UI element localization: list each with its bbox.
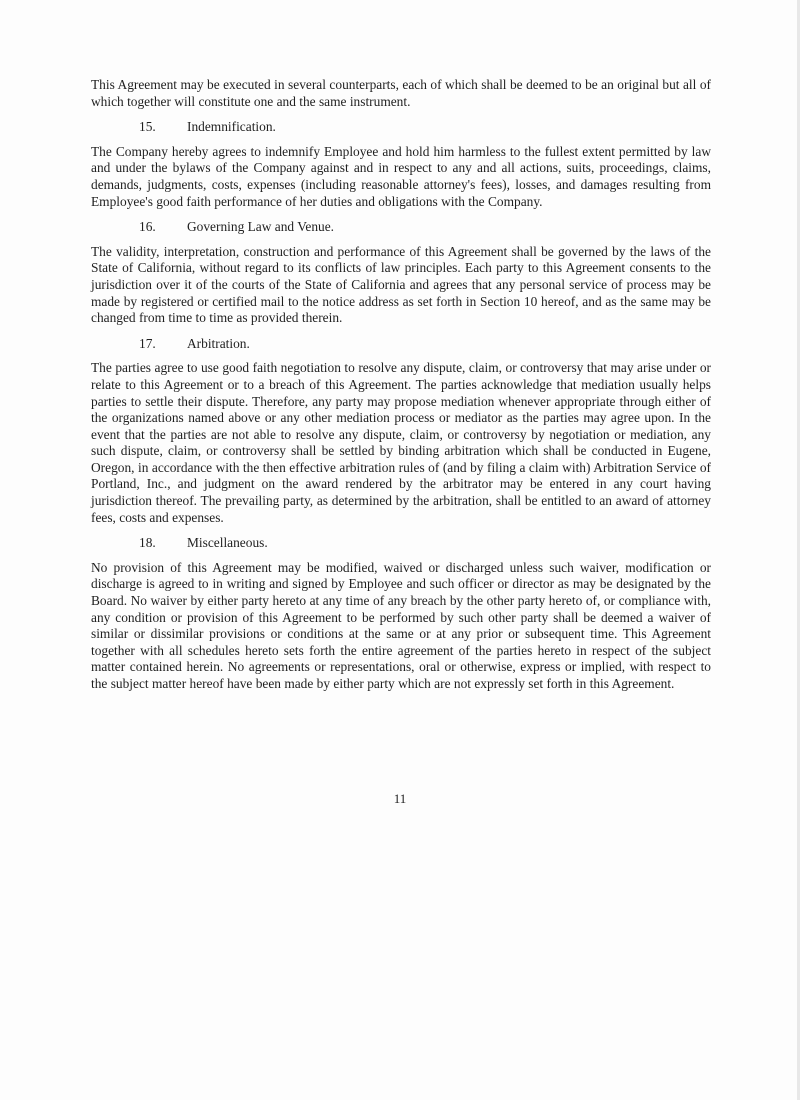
section-heading-17 [91,336,711,353]
section-heading-15 [91,119,711,136]
section-title: Governing Law and Venue. [187,219,335,235]
section-title: Indemnification. [187,119,276,135]
page-number: 11 [393,791,407,806]
section-heading-16 [91,219,711,236]
intro-paragraph: This Agreement may be executed in several counterparts, each of which shall be deemed to be an original but all of which together will constitute one and the same instrument. [91,77,711,109]
section-body-15: The Company hereby agrees to indemnify Employee and hold him harmless to the fullest extent permitted by law and under the bylaws of the Company against and in respect to any and all actions, suits, proceedings, claims, demands, judgments, costs, expenses (including reasonable attorney's fees), losses, and damages resulting from Employee's good faith performance of her duties and obligations with the Company. [91,143,711,209]
section-number: 15. [139,119,156,135]
section-number: 18. [139,535,156,551]
section-number: 17. [139,335,156,351]
section-body-16: The validity, interpretation, construction and performance of this Agreement shall be governed by the laws of the State of California, without regard to its conflicts of law principles. Each party to this Agreement consents to the jurisdiction over it of the courts of the State of California and agrees that any personal service of process may be made by registered or certified mail to the notice address as set forth in Section 10 hereof, and as the same may be changed from time to time as provided therein. [91,243,711,326]
section-heading-18 [91,535,711,552]
section-title: Miscellaneous. [187,535,268,551]
section-body-17: The parties agree to use good faith negotiation to resolve any dispute, claim, or controversy that may arise under or relate to this Agreement or to a breach of this Agreement. The parties acknowledge that mediation usually helps parties to settle their dispute. Therefore, any party may propose mediation whenever appropriate through either of the organizations named above or any other mediation process or mediator as the parties may agree upon. In the event that the parties are not able to resolve any dispute, claim, or controversy by negotiation or mediation, any such dispute, claim, or controversy shall be settled by binding arbitration which shall be conducted in Eugene, Oregon, in accordance with the then effective arbitration rules of (and by filing a claim with) Arbitration Service of Portland, Inc., and judgment on the award rendered by the arbitrator may be entered in any court having jurisdiction thereof. The prevailing party, as determined by the arbitration, shall be entitled to an award of attorney fees, costs and expenses. [91,360,711,525]
section-title: Arbitration. [187,335,250,351]
section-body-18: No provision of this Agreement may be modified, waived or discharged unless such waiver, modification or discharge is agreed to in writing and signed by Employee and such officer or director as may be designated by the Board. No waiver by either party hereto at any time of any breach by the other party hereto of, or compliance with, any condition or provision of this Agreement to be performed by such other party shall be deemed a waiver of similar or dissimilar provisions or conditions at the same or at any prior or subsequent time. This Agreement together with all schedules hereto sets forth the entire agreement of the parties hereto in respect of the subject matter contained herein. No agreements or representations, oral or otherwise, express or implied, with respect to the subject matter hereof have been made by either party which are not expressly set forth in this Agreement. [91,559,711,691]
section-number: 16. [139,219,156,235]
page-body [91,77,711,693]
